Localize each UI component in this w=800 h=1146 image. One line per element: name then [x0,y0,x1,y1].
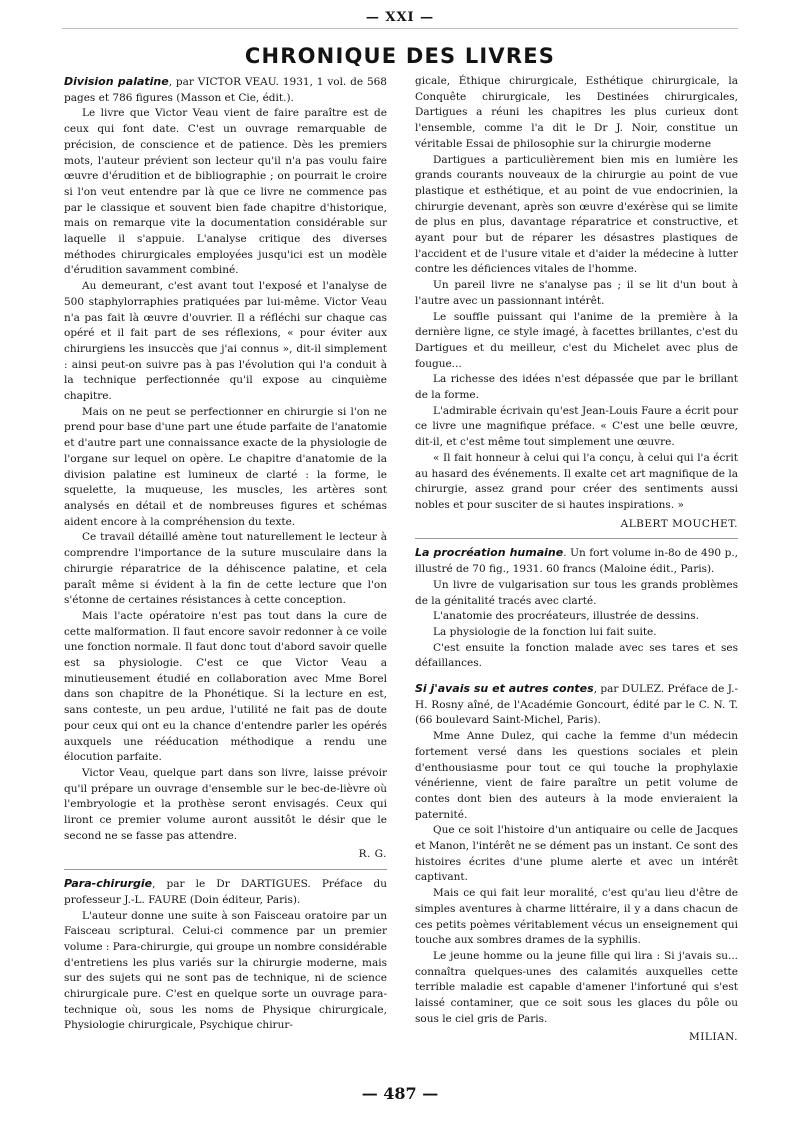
review-paragraph: La richesse des idées n'est dépassée que par le brillant de la forme. [415,373,738,402]
review-contes-heading [415,681,738,729]
review-paragraph: Que ce soit l'histoire d'un antiquaire ou celle de Jacques et Manon, l'intérêt ne se dément pas un instant. Ce sont des histoires écrites d'une plume alerte et avec un intérêt captivant. [415,824,738,884]
review-paragraph: L'admirable écrivain qu'est Jean-Louis Faure a écrit pour ce livre une magnifique préface. « C'est une belle œuvre, dit-il, et c'est même tout simplement une œuvre. [415,404,738,449]
page-folio-top: — XXI — [365,10,435,25]
section-gap [415,672,738,681]
review-paragraph: Mais on ne peut se perfectionner en chirurgie si l'on ne prend pour base d'une part une étude parfaite de l'anatomie et d'autre part une connaissance exacte de la physiologie de l'organe sur lequel on opère. Le chapitre d'anatomie de la division palatine est lumineux de clarté : la forme, le squelette, la muqueuse, les muscles, les artères sont analysés en détail et de nombreuses figures et schémas aident encore à la compréhension du texte. [64,405,387,528]
review-paragraph: L'anatomie des procréateurs, illustrée de dessins. [433,610,699,623]
review-paragraph: Un livre de vulgarisation sur tous les grands problèmes de la génitalité tracés avec clarté. [415,578,738,607]
book-byline-procreation: . Un fort volume in-8o de 490 p., illustré de 70 fig., 1931. 60 francs (Maloine édit., Paris). [415,547,738,576]
review-paragraph: Victor Veau, quelque part dans son livre, laisse prévoir qu'il prépare un ouvrage d'ensemble sur le bec-de-lièvre où l'embryologie et la prothèse seront envisagés. Ceux qui liront ce premier volume auront aussitôt le désir que le second ne se fasse pas attendre. [64,766,387,842]
book-title-para: Para-chirurgie [64,877,153,891]
review-paragraph: La physiologie de la fonction lui fait suite. [433,625,657,638]
review-paragraph: Mais ce qui fait leur moralité, c'est qu'au lieu d'être de simples aventures à charme littéraire, il y a dans chacun de ces petits poèmes véritablement vécus un enseignement qui touche aux sombres drames de la syphilis. [415,887,738,947]
review-quote: « Il fait honneur à celui qui l'a conçu, à celui qui l'a écrit au hasard des événements. Il exalte cet art magnifique de la chirurgie, assez grand pour créer des sentiments aussi nobles et pour susciter de si hautes inspirations. » [415,451,738,511]
page-title: CHRONIQUE DES LIVRES [244,44,556,68]
book-title-contes: Si j'avais su et autres contes [415,682,594,696]
book-byline-division: , par VICTOR VEAU. 1931, 1 vol. de 568 pages et 786 figures (Masson et Cie, édit.). [64,76,387,104]
review-paragraph: L'auteur donne une suite à son Faisceau oratoire par un Faisceau scriptural. Celui-ci commence par un premier volume : Para-chirurgie, qui groupe un nombre considérable d'entretiens les plus variés sur la chirurgie moderne, mais sur des sujets qui ne sont pas de technique, ni de science chirurgicale pure. C'est en quelque sorte un ouvrage para-technique où, sous les noms de Physique chirurgicale, Physiologie chirurgicale, Psychique chirur- [64,909,387,1032]
review-paragraph: Un pareil livre ne s'analyse pas ; il se lit d'un bout à l'autre avec un passionnant intérêt. [415,279,738,307]
review-paragraph: Dartigues a particulièrement bien mis en lumière les grands courants nouveaux de la chirurgie au point de vue plastique et esthétique, et au point de vue endocrinien, la chirurgie devenant, après son œuvre d'exérèse qui se limite de plus en plus, davantage réparatrice et constructive, et ayant pour but de réparer les désastres plastiques de l'accident et de l'usure vitale et d'aider la médecine à lutter contre les déficiences vitales de l'homme. [415,153,738,276]
book-byline-contes: , par DULEZ. Préface de J.-H. Rosny aîné, de l'Académie Goncourt, édité par le C. N. T. (66 boulevard Saint-Michel, Paris). [415,683,739,727]
review-separator [415,538,738,539]
review-paragraph: C'est ensuite la fonction malade avec ses tares et ses défaillances. [415,641,738,670]
review-para-heading [64,876,387,908]
review-signature: ALBERT MOUCHET. [620,517,738,530]
review-continuation: gicale, Éthique chirurgicale, Esthétique chirurgicale, la Conquête chirurgicale, les Destinées chirurgicales, Dartigues a réuni les chapitres les plus curieux dont l'ensemble, comme l'a dit le Dr J. Noir, constitue un véritable Essai de philosophie sur la chirurgie moderne [415,75,738,150]
left-column [64,74,387,1034]
review-division-heading [64,74,387,106]
review-procreation-heading [415,545,738,577]
header-rule [62,28,738,29]
review-separator [64,869,387,870]
right-column [415,74,738,1052]
review-paragraph: Ce travail détaillé amène tout naturellement le lecteur à comprendre l'importance de la suture musculaire dans la chirurgie réparatrice de la déhiscence palatine, et cela paraît même si évident à la fin de cette lecture que l'on s'étonne de certaines résistances à cette conception. [64,531,387,607]
book-title-division: Division palatine [64,75,169,88]
book-title-procreation: La procréation humaine [415,546,564,560]
review-signature: MILIAN. [689,1031,738,1044]
book-byline-para: , par le Dr DARTIGUES. Préface du professeur J.-L. FAURE (Doin éditeur, Paris). [64,878,387,906]
review-paragraph: Mme Anne Dulez, qui cache la femme d'un médecin fortement versé dans les questions sociales et plein d'enthousiasme pour tout ce qui touche la prophylaxie vénérienne, vient de faire paraître un petit volume de contes dont bien des auteurs à la mode envieraient la paternité. [415,730,738,821]
review-paragraph: Mais l'acte opératoire n'est pas tout dans la cure de cette malformation. Il faut encore savoir redonner à ce voile une fonction normale. Il faut donc tout d'abord savoir quelle est sa physiologie. C'est ce que Victor Veau a minutieusement étudié en collaboration avec Mme Borel dans son chapitre de la Phonétique. Si la lecture en est, sans conteste, un peu ardue, l'utilité ne fait pas de doute pour ceux qui ont eu la chance d'entendre parler les opérés auxquels une rééducation méthodique a rendu une élocution parfaite. [64,609,387,764]
review-signature: R. G. [358,848,387,861]
review-paragraph: Le jeune homme ou la jeune fille qui lira : Si j'avais su... connaîtra quelques-unes des calamités auxquelles cette terrible maladie est capable d'amener l'infortuné qui s'est laissé contaminer, que ce soit sous les glaces du pôle ou sous le ciel gris de Paris. [415,949,738,1025]
page-number: — 487 — [361,1084,439,1103]
review-paragraph: Le souffle puissant qui l'anime de la première à la dernière ligne, ce style imagé, à facettes brillantes, c'est du Dartigues et du meilleur, c'est du Michelet avec plus de fougue... [415,310,738,370]
review-paragraph: Au demeurant, c'est avant tout l'exposé et l'analyse de 500 staphylorraphies pratiquées par lui-même. Victor Veau n'a pas fait là œuvre d'ouvrier. Il a réfléchi sur chaque cas opéré et il fait part de ses réflexions, « pour éviter aux chirurgiens les insuccès que j'ai connus », dit-il simplement : ainsi peut-on suivre pas à pas l'évolution qui l'a conduit à la technique perfectionnée qu'il expose au cinquième chapitre. [64,280,387,403]
review-paragraph: Le livre que Victor Veau vient de faire paraître est de ceux qui font date. C'est un ouvrage remarquable de précision, de conscience et de patience. Dès les premiers mots, l'auteur prévient son lecteur qu'il n'a pas voulu faire œuvre d'érudition et de bibliographie ; on pourrait le croire si l'on veut entendre par là que ce livre ne commence pas par le classique et souvent bien fade chapitre d'historique, mais on remarque vite la documentation considérable sur laquelle il s'appuie. L'analyse critique des diverses méthodes chirurgicales employées jusqu'ici est un modèle d'érudition savamment combiné. [64,107,387,277]
